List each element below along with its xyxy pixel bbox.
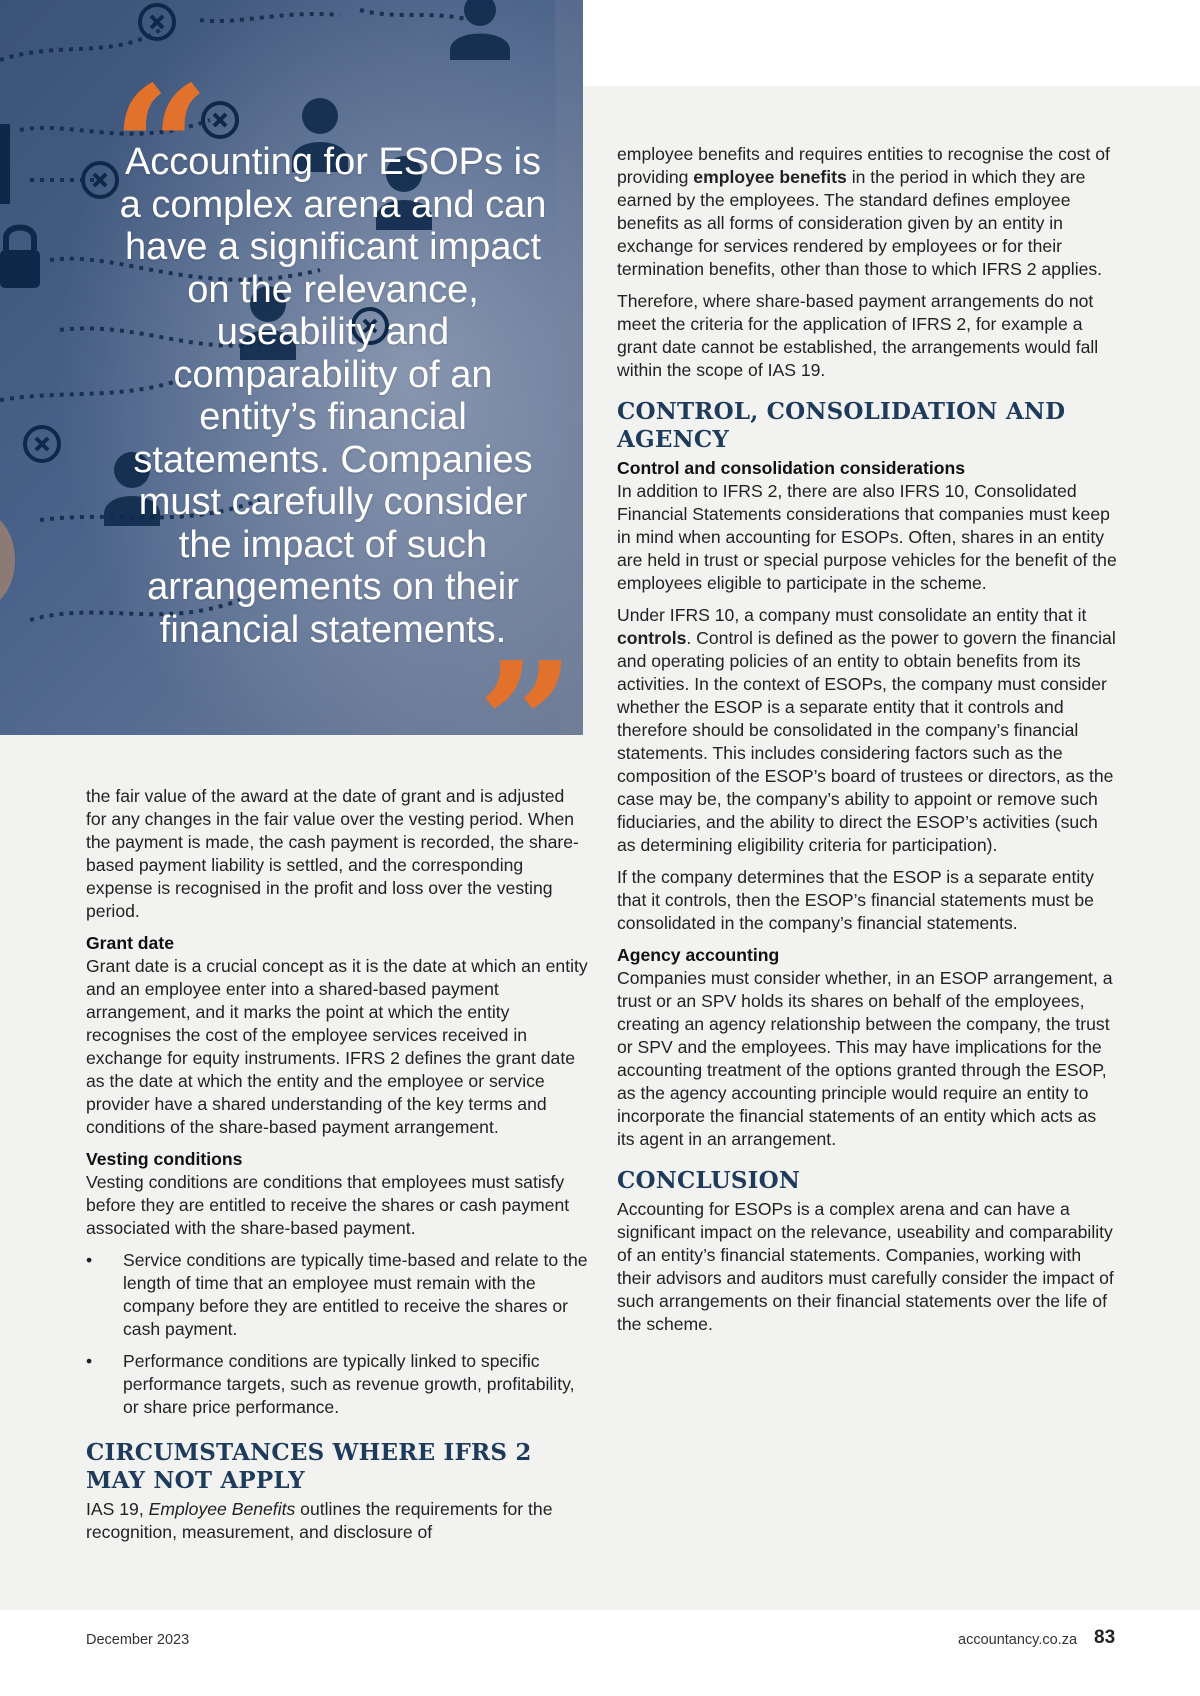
right-column [617, 143, 1117, 1336]
therefore-paragraph: Therefore, where share-based payment arrangements do not meet the criteria for the application of IFRS 2, for example a grant date cannot be established, the arrangements would fall within the scope of IAS 19. [617, 291, 1099, 380]
control-paragraph-2 [617, 604, 1117, 857]
agency-heading: Agency accounting [617, 945, 780, 965]
close-quote-mark: ” [477, 625, 575, 735]
list-item [86, 1249, 588, 1341]
page-number: 83 [1094, 1627, 1116, 1648]
control-paragraph-1: In addition to IFRS 2, there are also IFRS 10, Consolidated Financial Statements considerations that companies must keep in mind when accounting for ESOPs. Often, shares in an entity are held in trust or special purpose vehicles for the benefit of the employees eligible to participate in the scheme. [617, 481, 1117, 593]
list-item-text: Service conditions are typically time-based and relate to the length of time that an employee must remain with the company before they are entitled to receive the shares or cash payment. [123, 1250, 588, 1339]
footer-date: December 2023 [86, 1632, 190, 1648]
left-column [86, 785, 588, 1544]
control-consolidation-heading: CONTROL, CONSOLIDATION AND AGENCY [617, 398, 1066, 453]
intro-paragraph: the fair value of the award at the date of grant and is adjusted for any changes in the fair value over the vesting period. When the payment is made, the cash payment is recorded, the share-based payment liability is settled, and the corresponding expense is recognised in the profit and loss over the vesting period. [86, 786, 579, 921]
list-item-text: Performance conditions are typically linked to specific performance targets, such as revenue growth, profitability, or share price performance. [123, 1351, 575, 1417]
text-run: employee benefits and requires entities to recognise the cost of providing [617, 144, 1110, 187]
control-subheading: Control and consolidation considerations [617, 458, 965, 478]
bold-term: controls [617, 628, 687, 648]
employee-benefits-paragraph [617, 143, 1117, 281]
agency-paragraph: Companies must consider whether, in an ESOP arrangement, a trust or an SPV holds its shares on behalf of the employees, creating an agency relationship between the company, the trust or SPV and the employees. This may have implications for the accounting treatment of the options granted through the ESOP, as the agency accounting principle would require an entity to incorporate the financial statements of an entity which acts as its agent in an arrangement. [617, 968, 1113, 1149]
grant-date-paragraph: Grant date is a crucial concept as it is the date at which an entity and an employee enter into a shared-based payment arrangement, and it marks the point at which the entity recognises the cost of the employee services received in exchange for equity instruments. IFRS 2 defines the grant date as the date at which the entity and the employee or service provider have a shared understanding of the key terms and conditions of the share-based payment arrangement. [86, 956, 588, 1137]
circumstances-heading: CIRCUMSTANCES WHERE IFRS 2 MAY NOT APPLY [86, 1439, 532, 1494]
bullet: • [86, 1250, 93, 1270]
pull-quote: Accounting for ESOPs is a complex arena and can have a significant impact on the relevance, useability and comparability of an entity’s financial statements. Companies must carefully consider the impact of such arrangements on their financial statements. [119, 141, 547, 651]
bold-term: employee benefits [693, 167, 847, 187]
italic-term: Employee Benefits [148, 1499, 296, 1519]
hero-image [0, 0, 583, 735]
circumstances-paragraph [86, 1498, 588, 1544]
text-run: outlines the requirements for the recognition, measurement, and disclosure of [86, 1499, 553, 1542]
bottom-margin [0, 1610, 1200, 1696]
vesting-conditions-list [86, 1249, 588, 1419]
text-run: IAS 19, [86, 1499, 149, 1519]
list-item [86, 1350, 588, 1419]
text-run: Under IFRS 10, a company must consolidate an entity that it [617, 605, 1087, 625]
footer-site-link[interactable]: accountancy.co.za [958, 1632, 1078, 1648]
bullet: • [86, 1351, 93, 1371]
control-paragraph-3: If the company determines that the ESOP is a separate entity that it controls, then the ESOP’s financial statements must be consolidated in the company’s financial statements. [617, 867, 1094, 933]
conclusion-heading: CONCLUSION [617, 1167, 801, 1194]
text-run: in the period in which they are earned by the employees. The standard defines employee benefits as all forms of consideration given by an entity in exchange for services rendered by employees or for their termination benefits, other than those to which IFRS 2 applies. [617, 167, 1103, 279]
vesting-conditions-heading: Vesting conditions [86, 1149, 243, 1169]
conclusion-paragraph: Accounting for ESOPs is a complex arena and can have a significant impact on the relevance, useability and comparability of an entity’s financial statements. Companies, working with their advisors and auditors must carefully consider the impact of such arrangements on their financial statements over the life of the scheme. [617, 1199, 1114, 1334]
text-run: . Control is defined as the power to govern the financial and operating policies of an entity to obtain benefits from its activities. In the context of ESOPs, the company must consider whether the ESOP is a separate entity that it controls and therefore should be consolidated in the company’s financial statements. This includes considering factors such as the composition of the ESOP’s board of trustees or directors, as the case may be, the company’s ability to appoint or remove such fiduciaries, and the ability to direct the ESOP’s activities (such as determining eligibility criteria for participation). [617, 628, 1116, 855]
open-quote-mark [112, 64, 192, 144]
vesting-conditions-paragraph: Vesting conditions are conditions that employees must satisfy before they are entitled to receive the shares or cash payment associated with the share-based payment. [86, 1172, 570, 1238]
grant-date-heading: Grant date [86, 933, 174, 953]
